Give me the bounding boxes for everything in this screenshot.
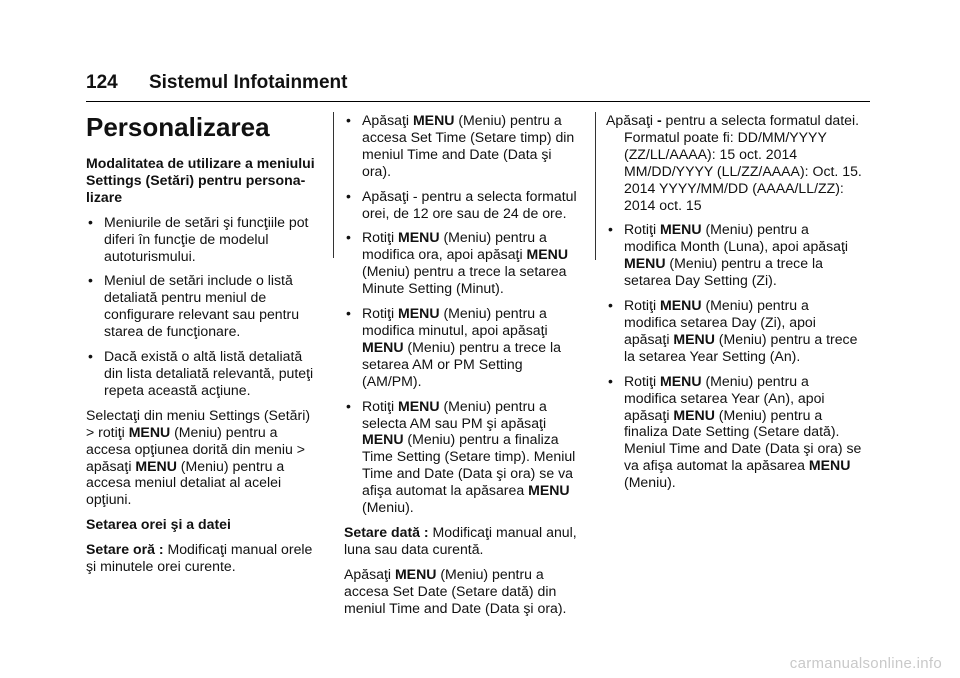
bullet: • — [346, 112, 351, 128]
paragraph-date: Setare dată : Modificaţi manual anul, luna sau data curentă. — [344, 523, 577, 557]
list-item: • Apăsaţi MENU (Meniu) pentru a accesa Set Time (Setare timp) din meniul Time and Date (Data şi ora). — [346, 112, 575, 179]
bullet: • — [608, 297, 613, 314]
bullet: • — [608, 372, 613, 389]
column-1 — [86, 112, 322, 583]
list-item: • Rotiţi MENU (Meniu) pentru a modifica setarea Day (Zi), apoi apăsaţi MENU (Meniu) pentru a trece la setarea Year Setting (An). — [608, 297, 858, 364]
column-divider — [595, 112, 596, 260]
bullet: • — [346, 305, 351, 322]
list-item: • Apăsaţi - pentru a selecta formatul orei, de 12 ore sau de 24 de ore. — [346, 187, 577, 221]
list-item: • Rotiţi MENU (Meniu) pentru a modifica setarea Year (An), apoi apăsaţi MENU (Meniu) pentru a finaliza Date Setting (Setare dată). Meniul Time and Date (Data şi ora) se va afişa automat la apăsarea MENU (Meniu). — [608, 372, 862, 491]
list-item: • Rotiţi MENU (Meniu) pentru a modifica ora, apoi apăsaţi MENU (Meniu) pentru a trece la setarea Minute Setting (Minut). — [346, 229, 569, 297]
bullet: • — [346, 187, 351, 204]
paragraph-settings: Selectaţi din meniu Settings (Setări) > rotiţi MENU (Meniu) pentru a accesa opţiunea dorită din meniu > apăsaţi MENU (Meniu) pentru a accesa meniul detaliat al acelei opţiuni. — [86, 406, 311, 508]
paragraph-date-format: Apăsaţi - pentru a selecta formatul datei. Formatul poate fi: DD/MM/YYYY (ZZ/LL/AAAA): 15 oct. 2014 MM/DD/YYYY (LL/ZZ/AAAA): Oct. 15. 2014 YYYY/MM/DD (AAAA/LL/ZZ): 2014 oct. 15 — [606, 112, 862, 213]
bullet: • — [346, 229, 351, 246]
subheading-settings: Modalitatea de utilizare a meniului Settings (Setări) pentru persona-lizare — [86, 155, 315, 205]
paragraph-set-date: Apăsaţi MENU (Meniu) pentru a accesa Set Date (Setare dată) din meniul Time and Date (Data şi ora). — [344, 565, 567, 616]
bullet: • — [88, 272, 93, 289]
list-item: • Rotiţi MENU (Meniu) pentru a selecta AM sau PM şi apăsaţi MENU (Meniu) pentru a finaliza Time Setting (Setare timp). Meniul Time and Date (Data şi ora) se va afişa automat la apăsarea MENU (Meniu). — [346, 397, 576, 516]
watermark: carmanualsonline.info — [789, 655, 942, 672]
bullet: • — [346, 397, 351, 414]
bullet: • — [88, 348, 93, 365]
bullet: • — [88, 213, 93, 230]
list-item: • Rotiţi MENU (Meniu) pentru a modifica Month (Luna), apoi apăsaţi MENU (Meniu) pentru a trece la setarea Day Setting (Zi). — [608, 221, 849, 289]
page-title: Personalizarea — [86, 112, 270, 142]
column-2 — [344, 112, 584, 624]
page-header — [86, 72, 347, 94]
bullet: • — [608, 221, 613, 238]
header-rule — [86, 101, 870, 102]
subheading-time-date: Setarea orei şi a datei — [86, 516, 231, 533]
column-3 — [606, 112, 862, 499]
paragraph-time: Setare oră : Modificaţi manual orele şi minutele orei curente. — [86, 541, 313, 575]
list-item: • Meniul de setări include o listă detaliată pentru meniul de configurare relevant sau pentru starea de funcţionare. — [88, 272, 300, 340]
list-item: • Dacă există o altă listă detaliată din lista detaliată relevantă, puteţi repeta această acţiune. — [88, 348, 314, 398]
list-item: • Meniurile de setări şi funcţiile pot diferi în funcţie de modelul autoturismului. — [88, 213, 309, 264]
list-item: • Rotiţi MENU (Meniu) pentru a modifica minutul, apoi apăsaţi MENU (Meniu) pentru a trece la setarea AM or PM Setting (AM/PM). — [346, 305, 561, 389]
page-number: 124 — [86, 72, 118, 93]
column-divider — [333, 112, 334, 258]
section-title: Sistemul Infotainment — [148, 72, 348, 93]
